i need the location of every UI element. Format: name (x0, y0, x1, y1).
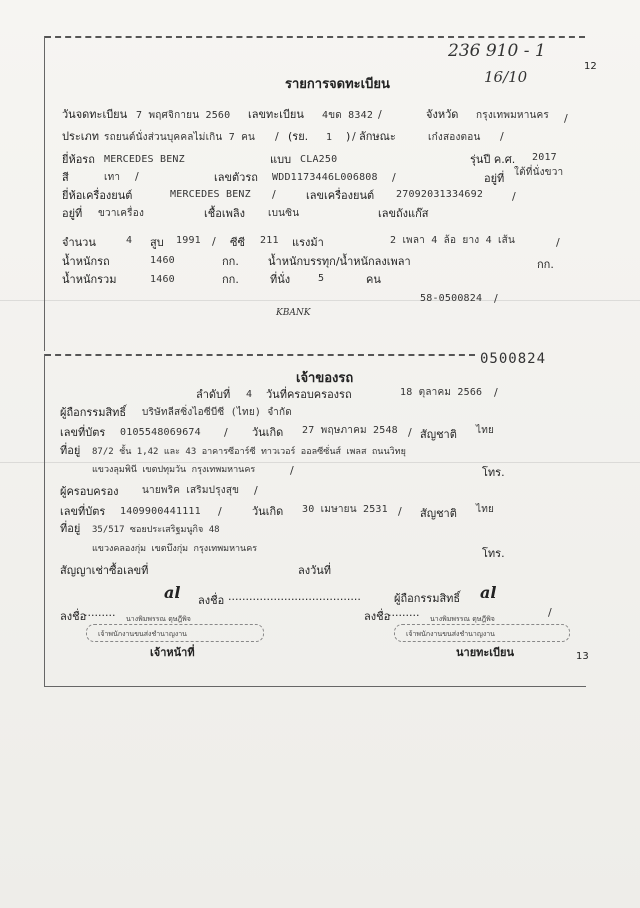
engine-location-label: อยู่ที่ (62, 207, 83, 220)
registrar-title: นายทะเบียน (456, 646, 515, 659)
color: เทา (104, 172, 121, 183)
engine-cc: 1991 (176, 235, 201, 246)
total-weight: 1460 (150, 274, 175, 285)
cylinders: 4 (126, 235, 133, 246)
sign-label: ลงชื่อ (198, 594, 225, 607)
sign-label: ลงชื่อ (60, 610, 87, 623)
check-mark: / (212, 235, 216, 248)
reg-date: 7 พฤศจิกายน 2560 (136, 110, 231, 121)
nationality: ไทย (476, 504, 495, 515)
model-year: 2017 (532, 152, 557, 163)
vehicle-weight: 1460 (150, 255, 175, 266)
page-number-top: 12 (584, 61, 597, 72)
legal-owner-label: ผู้ถือกรรมสิทธิ์ (60, 406, 127, 419)
hire-date-label: ลงวันที่ (298, 564, 332, 577)
brand: MERCEDES BENZ (104, 154, 185, 165)
registration-doc-number: 58-0500824 (420, 293, 483, 304)
rs-prefix: (รย. (288, 130, 309, 143)
load-label: น้ำหนักบรรทุก/น้ำหนักลงเพลา (268, 255, 411, 268)
top-section-border (45, 36, 585, 38)
owner-doc-number: 0500824 (480, 351, 547, 367)
vehicle-type: รถยนต์นั่งส่วนบุคคลไม่เกิน 7 คน (104, 132, 256, 143)
sign-dotted-line: ......... (388, 606, 420, 619)
birth-label: วันเกิด (252, 505, 284, 518)
handwritten-ref: 236 910 - 1 (448, 41, 546, 61)
style-label: ลักษณะ (359, 130, 396, 143)
engine-location: ขวาเครื่อง (98, 208, 145, 219)
legal-owner-address-1: 87/2 ชั้น 1,42 และ 43 อาคารซีอาร์ซี ทาวเวอร์ ออลซีซั่นส์ เพลส ถนนวิทยุ (92, 447, 406, 457)
check-mark: / (352, 130, 356, 143)
registration-title: รายการจดทะเบียน (285, 77, 390, 92)
left-border (44, 354, 45, 686)
sign-dotted-line: ...................................... (228, 590, 361, 603)
check-mark: / (548, 606, 552, 619)
page-number-bottom: 13 (576, 651, 589, 662)
persons-unit: คน (366, 273, 381, 286)
check-mark: / (272, 188, 276, 201)
possessor-label: ผู้ครอบครอง (60, 485, 119, 498)
nationality-label: สัญชาติ (420, 507, 457, 520)
hp-unit: แรงม้า (292, 236, 324, 249)
province: กรุงเทพมหานคร (476, 110, 550, 121)
rs-suffix: ) (346, 130, 351, 143)
fuel-label: เชื้อเพลิง (204, 207, 245, 220)
model: CLA250 (300, 154, 338, 165)
address-label: ที่อยู่ (60, 444, 81, 457)
phone-label: โทร. (482, 547, 505, 560)
check-mark: / (224, 426, 228, 439)
handwritten-initial: KBANK (276, 308, 311, 318)
horsepower: 211 (260, 235, 279, 246)
possessor-address-2: แขวงคลองกุ่ม เขตบึงกุ่ม กรุงเทพมหานคร (92, 544, 258, 554)
officer-title: เจ้าหน้าที่ (150, 646, 195, 659)
check-mark: / (494, 386, 498, 399)
phone-label: โทร. (482, 466, 505, 479)
check-mark: / (564, 112, 568, 125)
owner-signature: al (164, 583, 181, 602)
plate-label: เลขทะเบียน (248, 108, 304, 121)
check-mark: / (290, 464, 294, 477)
seats: 5 (318, 273, 325, 284)
count-label: จำนวน (62, 236, 96, 249)
reg-date-label: วันจดทะเบียน (62, 108, 128, 121)
left-border (44, 36, 45, 351)
fuel: เบนซิน (268, 208, 300, 219)
id-label: เลขที่บัตร (60, 426, 106, 439)
handwritten-date: 16/10 (484, 68, 528, 86)
check-mark: / (500, 130, 504, 143)
check-mark: / (218, 505, 222, 518)
brand-label: ยี่ห้อรถ (62, 153, 95, 166)
axles-wheels: 2 เพลา 4 ล้อ ยาง 4 เส้น (390, 235, 515, 246)
id-label: เลขที่บัตร (60, 505, 106, 518)
sequence-number: 4 (246, 389, 253, 400)
check-mark: / (512, 190, 516, 203)
nationality-label: สัญชาติ (420, 428, 457, 441)
possessor-id: 1409900441111 (120, 506, 201, 517)
check-mark: / (392, 171, 396, 184)
legal-owner-id: 0105548069674 (120, 427, 201, 438)
owner-title: เจ้าของรถ (296, 371, 354, 386)
officer-position: เจ้าพนักงานขนส่งชำนาญงาน (98, 630, 187, 638)
chassis-location: ใต้ที่นั่งขวา (514, 167, 564, 178)
seats-label: ที่นั่ง (270, 273, 291, 286)
check-mark: / (254, 484, 258, 497)
possessor-birth-date: 30 เมษายน 2531 (302, 504, 388, 515)
possessor-name: นายพริค เสริมปรุงสุข (142, 485, 240, 496)
cc-unit: ซีซี (230, 236, 245, 249)
nationality: ไทย (476, 425, 495, 436)
legal-owner-address-2: แขวงลุมพินี เขตปทุมวัน กรุงเทพมหานคร (92, 465, 256, 475)
engine-number-label: เลขเครื่องยนต์ (306, 189, 375, 202)
birth-label: วันเกิด (252, 426, 284, 439)
registrar-position: เจ้าพนักงานขนส่งชำนาญงาน (406, 630, 495, 638)
chassis-location-label: อยู่ที่ (484, 172, 505, 185)
model-label: แบบ (270, 153, 292, 166)
seq-label: ลำดับที่ (196, 388, 231, 401)
chassis-number: WDD1173446L006808 (272, 172, 378, 183)
legal-owner-sign-label: ผู้ถือกรรมสิทธิ์ (394, 592, 461, 605)
rs-number: 1 (326, 132, 333, 143)
legal-owner-signature: al (480, 583, 497, 602)
registrar-name: นางพิมพรรณ ดุษฎีพิจ (430, 615, 495, 623)
weight-label: น้ำหนักรถ (62, 255, 110, 268)
check-mark: / (556, 236, 560, 249)
gas-tank-label: เลขถังแก๊ส (378, 207, 429, 220)
possessor-address-1: 35/517 ซอยประเสริฐมนูกิจ 48 (92, 525, 220, 535)
legal-owner-date: 27 พฤษภาคม 2548 (302, 425, 398, 436)
check-mark: / (135, 170, 139, 183)
cylinders-unit: สูบ (150, 236, 164, 249)
check-mark: / (494, 292, 498, 305)
kg-unit: กก. (222, 255, 239, 268)
type-label: ประเภท (62, 130, 100, 143)
kg-unit: กก. (222, 273, 239, 286)
check-mark: / (408, 426, 412, 439)
chassis-label: เลขตัวรถ (214, 171, 258, 184)
engine-brand: MERCEDES BENZ (170, 189, 251, 200)
color-label: สี (62, 171, 69, 184)
plate-number: 4ขด 8342 (322, 110, 374, 121)
possession-date: 18 ตุลาคม 2566 (400, 387, 483, 398)
province-label: จังหวัด (426, 108, 459, 121)
check-mark: / (378, 108, 382, 121)
engine-brand-label: ยี่ห้อเครื่องยนต์ (62, 189, 133, 202)
page-fold (0, 300, 640, 301)
officer-name: นางพิมพรรณ ดุษฎีพิจ (126, 615, 191, 623)
total-weight-label: น้ำหนักรวม (62, 273, 117, 286)
legal-owner: บริษัทลีสซิ่งไอซีบีซี (ไทย) จำกัด (142, 407, 292, 418)
year-label: รุ่นปี ค.ศ. (470, 153, 516, 166)
body-style: เก๋งสองตอน (428, 132, 481, 143)
sign-label: ลงชื่อ (364, 610, 391, 623)
bottom-border (44, 686, 586, 687)
sign-dotted-line: ......... (84, 606, 116, 619)
hire-purchase-label: สัญญาเช่าซื้อเลขที่ (60, 564, 149, 577)
kg-unit: กก. (537, 258, 554, 271)
owner-section-border (45, 354, 475, 356)
check-mark: / (398, 505, 402, 518)
possession-date-label: วันที่ครอบครองรถ (266, 388, 352, 401)
engine-number: 27092031334692 (396, 189, 484, 200)
address-label: ที่อยู่ (60, 522, 81, 535)
check-mark: / (275, 130, 279, 143)
